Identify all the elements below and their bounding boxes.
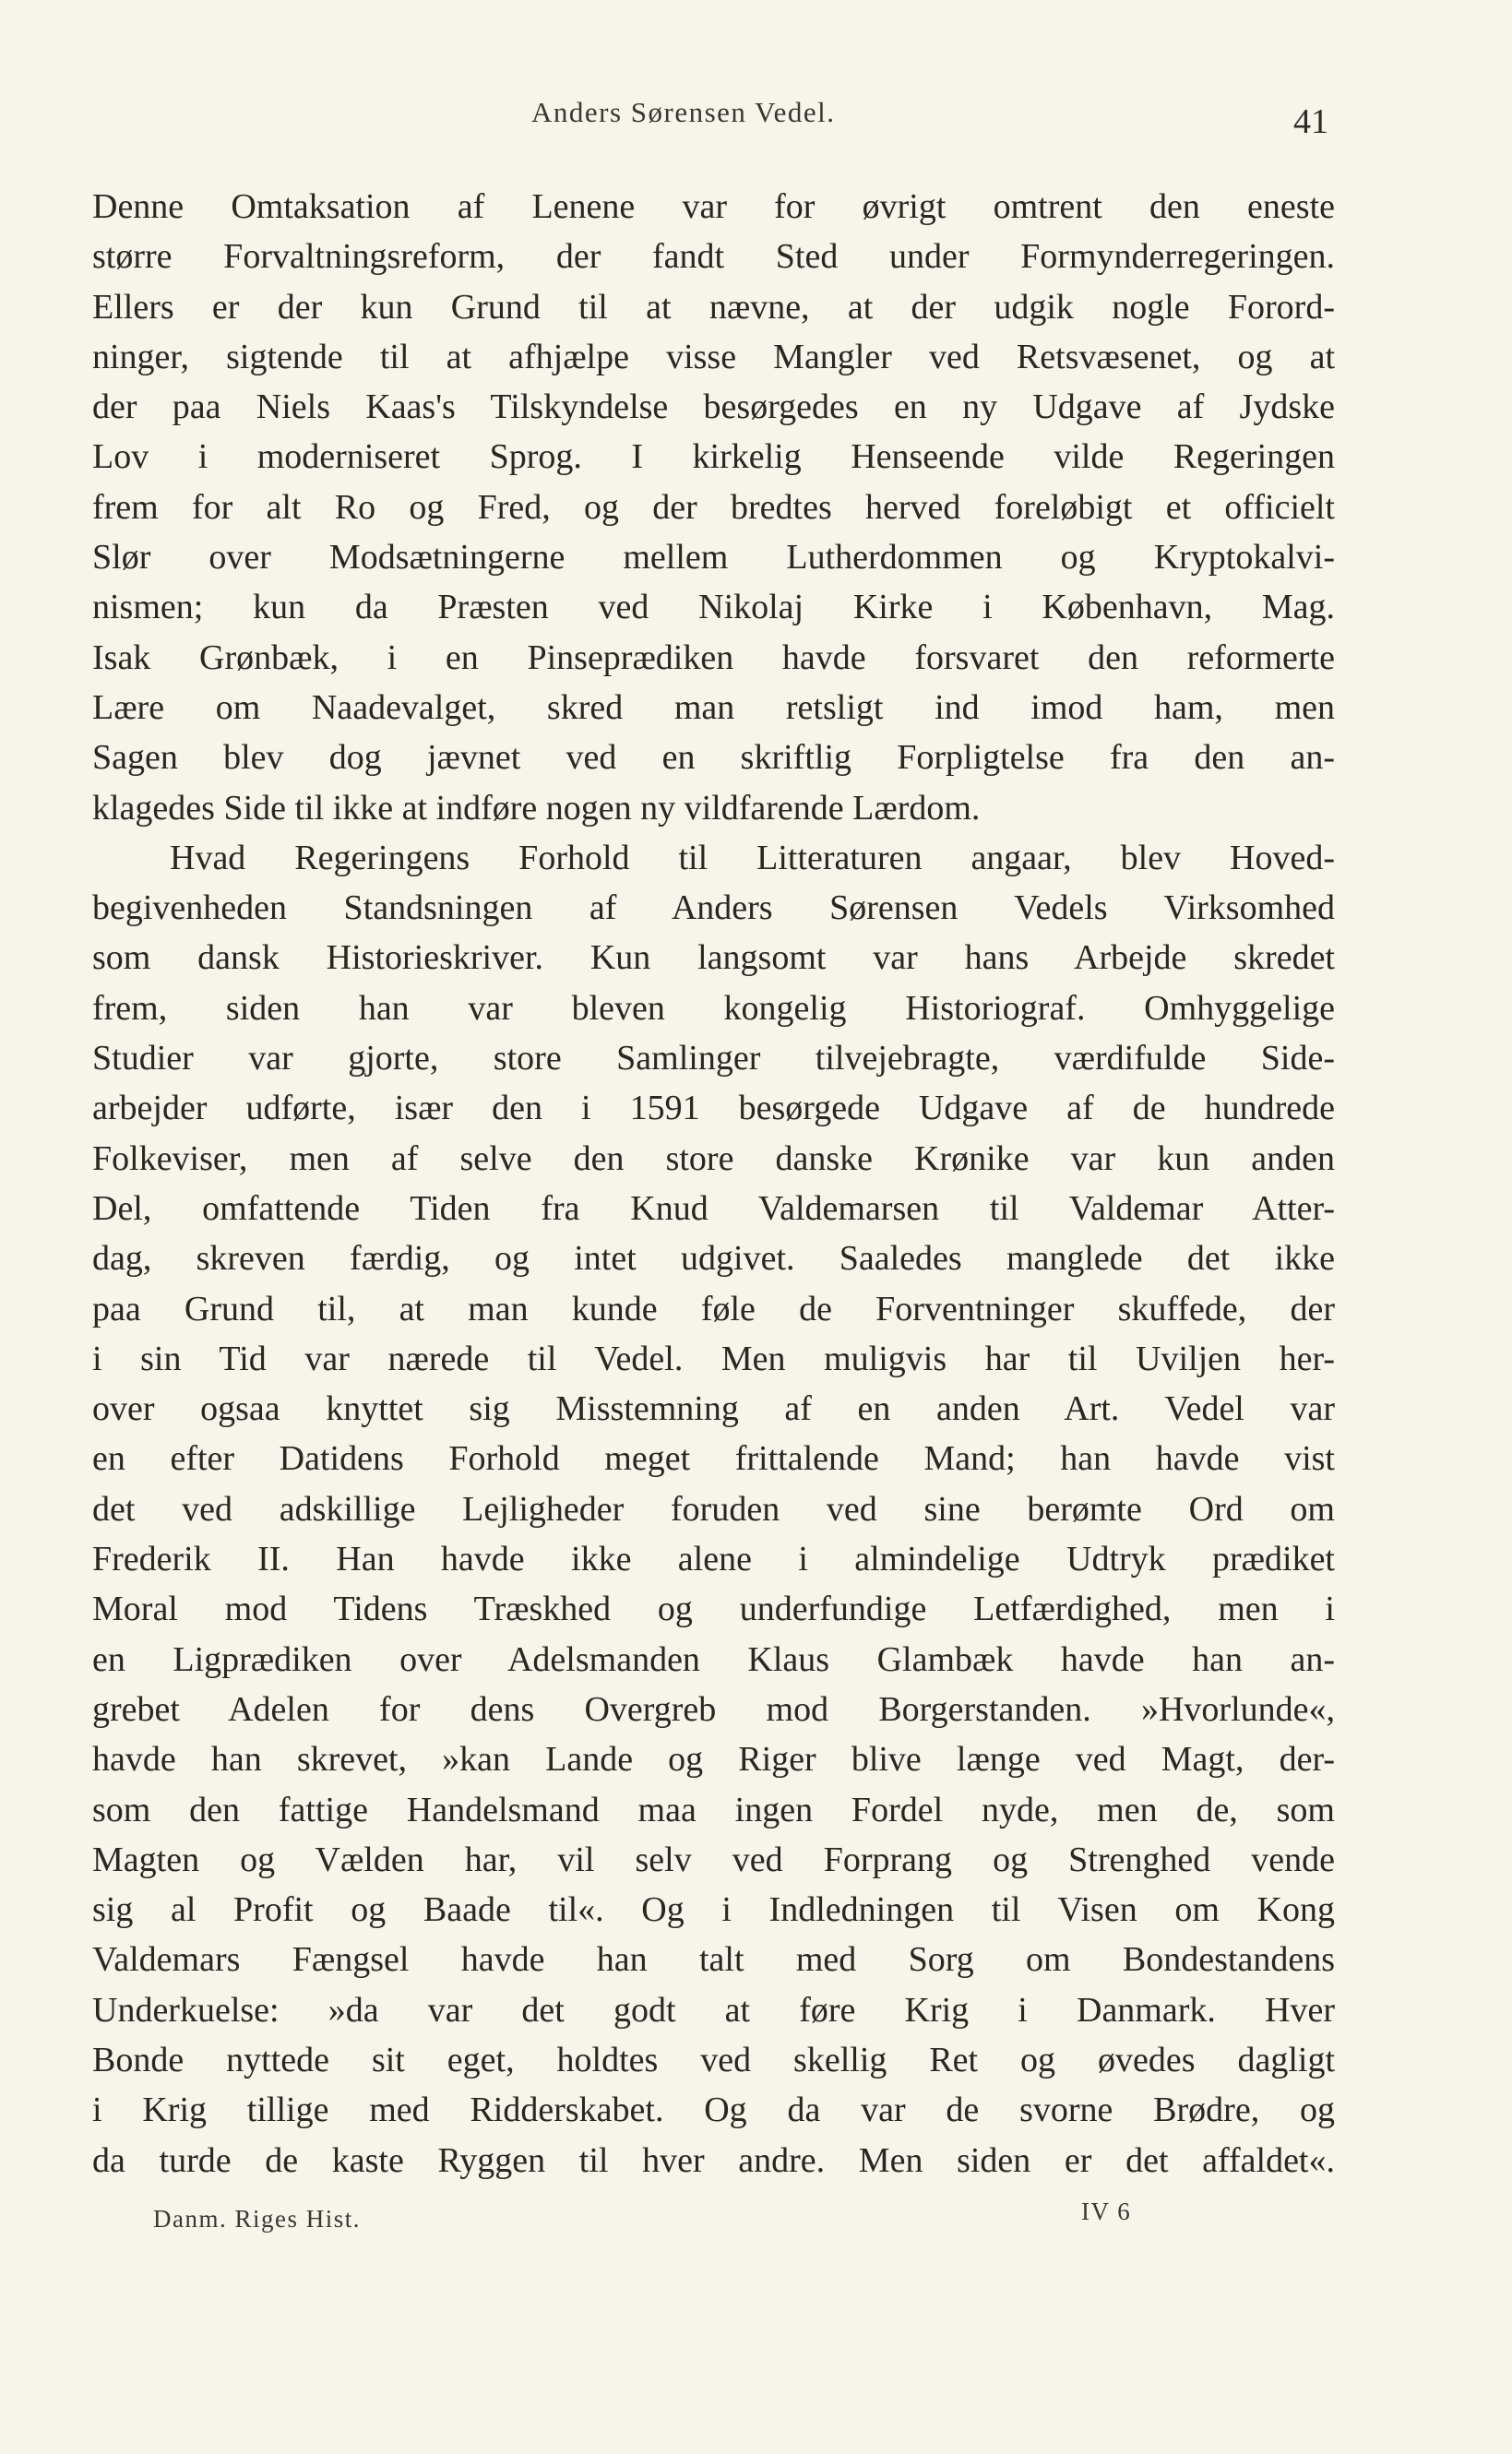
text-line: da turde de kaste Ryggen til hver andre. Men siden er det affaldet«. [92,2140,1335,2180]
text-line: Magten og Vælden har, vil selv ved Forprang og Strenghed vende [92,1840,1335,1879]
text-line: frem for alt Ro og Fred, og der bredtes herved foreløbigt et officielt [92,487,1335,527]
text-line: nismen; kun da Præsten ved Nikolaj Kirke i København, Mag. [92,588,1335,627]
page-number: 41 [1293,102,1328,141]
text-line: havde han skrevet, »kan Lande og Riger blive længe ved Magt, der- [92,1740,1335,1780]
text-line: grebet Adelen for dens Overgreb mod Borgerstanden. »Hvorlunde«, [92,1689,1335,1729]
text-line: dag, skreven færdig, og intet udgivet. Saaledes manglede det ikke [92,1239,1335,1279]
body-text [92,182,1335,2186]
text-line: Valdemars Fængsel havde han talt med Sorg om Bondestandens [92,1940,1335,1980]
text-line: Denne Omtaksation af Lenene var for øvrigt omtrent den eneste [92,187,1335,226]
text-line: Lov i moderniseret Sprog. I kirkelig Henseende vilde Regeringen [92,437,1335,477]
text-line: Sagen blev dog jævnet ved en skriftlig Forpligtelse fra den an- [92,738,1335,778]
text-line: arbejder udførte, især den i 1591 besørgede Udgave af de hundrede [92,1089,1335,1128]
text-line: Studier var gjorte, store Samlinger tilvejebragte, værdifulde Side- [92,1039,1335,1078]
text-line: over ogsaa knyttet sig Misstemning af en anden Art. Vedel var [92,1389,1335,1429]
text-line: Moral mod Tidens Træskhed og underfundige Letfærdighed, men i [92,1590,1335,1629]
text-line: Bonde nyttede sit eget, holdtes ved skellig Ret og øvedes dagligt [92,2040,1335,2079]
text-line: en Ligprædiken over Adelsmanden Klaus Glambæk havde han an- [92,1639,1335,1679]
text-line: Slør over Modsætningerne mellem Lutherdommen og Kryptokalvi- [92,538,1335,578]
text-line: sig al Profit og Baade til«. Og i Indledningen til Visen om Kong [92,1890,1335,1930]
text-line: begivenheden Standsningen af Anders Sørensen Vedels Virksomhed [92,888,1335,928]
text-line: Lære om Naadevalget, skred man retsligt ind imod ham, men [92,687,1335,727]
text-line: som den fattige Handelsmand maa ingen Fordel nyde, men de, som [92,1790,1335,1829]
text-line: Folkeviser, men af selve den store danske Krønike var kun anden [92,1138,1335,1178]
text-line: som dansk Historieskriver. Kun langsomt var hans Arbejde skredet [92,938,1335,978]
text-line: der paa Niels Kaas's Tilskyndelse besørgedes en ny Udgave af Jydske [92,387,1335,427]
text-line: det ved adskillige Lejligheder foruden ved sine berømte Ord om [92,1489,1335,1529]
page-footer [0,2198,1512,2251]
text-line: ninger, sigtende til at afhjælpe visse Mangler ved Retsvæsenet, og at [92,337,1335,376]
text-line: Frederik II. Han havde ikke alene i almindelige Udtryk prædiket [92,1540,1335,1579]
text-line: en efter Datidens Forhold meget frittalende Mand; han havde vist [92,1439,1335,1479]
text-line: større Forvaltningsreform, der fandt Sted under Formynderregeringen. [92,237,1335,277]
text-line: Del, omfattende Tiden fra Knud Valdemarsen til Valdemar Atter- [92,1188,1335,1228]
running-head [0,96,1512,151]
text-line: paa Grund til, at man kunde føle de Forventninger skuffede, der [92,1289,1335,1328]
signature-mark: Danm. Riges Hist. [153,2205,361,2233]
text-line: i Krig tillige med Ridderskabet. Og da var de svorne Brødre, og [92,2091,1335,2130]
text-line: klagedes Side til ikke at indføre nogen ny vildfarende Lærdom. [92,788,981,828]
text-line: Hvad Regeringens Forhold til Litteraturen angaar, blev Hoved- [170,838,1335,877]
running-title: Anders Sørensen Vedel. [531,96,836,128]
sheet-mark: IV 6 [1081,2198,1132,2225]
text-line: Isak Grønbæk, i en Pinseprædiken havde forsvaret den reformerte [92,637,1335,677]
text-line: i sin Tid var nærede til Vedel. Men muligvis har til Uviljen her- [92,1339,1335,1378]
text-line: Underkuelse: »da var det godt at føre Krig i Danmark. Hver [92,1990,1335,2030]
text-line: Ellers er der kun Grund til at nævne, at der udgik nogle Forord- [92,287,1335,327]
text-line: frem, siden han var bleven kongelig Historiograf. Omhyggelige [92,988,1335,1028]
